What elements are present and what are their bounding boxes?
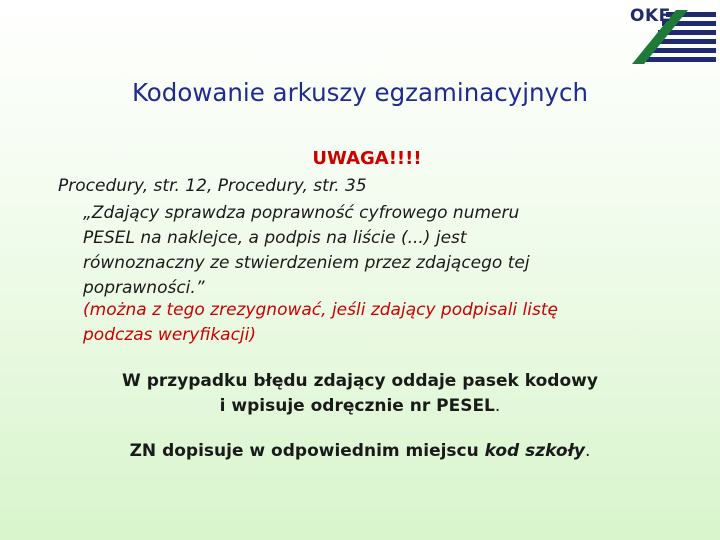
error-instruction	[0, 369, 720, 419]
zn-instruction	[0, 441, 720, 461]
quote-line: „Zdający sprawdza poprawność cyfrowego numeru	[83, 203, 520, 223]
zn-school-code: kod szkoły	[484, 441, 585, 461]
error-line: W przypadku błędu zdający oddaje pasek kodowy	[122, 371, 598, 391]
slide-title: Kodowanie arkuszy egzaminacyjnych	[131, 78, 589, 107]
error-line	[0, 394, 720, 419]
warning-heading: UWAGA!!!!	[312, 148, 422, 169]
quote-line: poprawności.”	[83, 278, 205, 298]
exception-note	[83, 298, 683, 348]
logo-text: OKE	[630, 6, 671, 26]
quote-line: PESEL na naklejce, a podpis na liście (...) jest	[83, 228, 467, 248]
note-line: (można z tego zrezygnować, jeśli zdający podpisali listę	[83, 300, 558, 320]
error-period: .	[494, 396, 501, 416]
procedure-quote	[83, 201, 663, 301]
zn-prefix: ZN dopisuje w odpowiednim miejscu	[129, 441, 485, 461]
note-line: podczas weryfikacji)	[83, 325, 257, 345]
quote-line: równoznaczny ze stwierdzeniem przez zdającego tej	[83, 253, 530, 273]
error-line-text: i wpisuje odręcznie nr PESEL	[219, 396, 495, 416]
procedures-reference: Procedury, str. 12, Procedury, str. 35	[58, 176, 367, 196]
oke-logo	[622, 4, 716, 68]
zn-suffix: .	[584, 441, 591, 461]
